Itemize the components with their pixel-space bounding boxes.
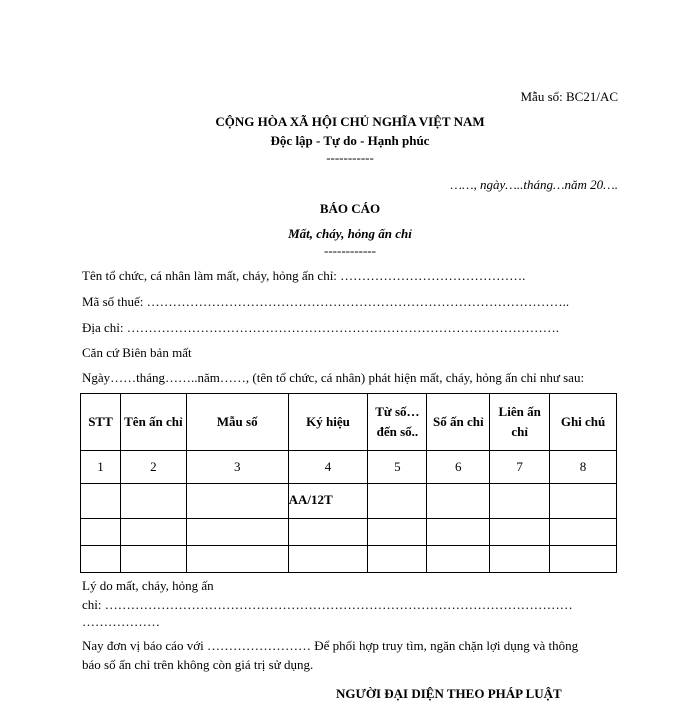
table-row (81, 484, 617, 519)
reason-label: Lý do mất, cháy, hỏng ấn (82, 578, 214, 593)
column-number: 3 (186, 451, 288, 484)
table-header-row (81, 394, 617, 451)
table-cell (186, 546, 288, 573)
legal-representative-label: NGƯỜI ĐẠI DIỆN THEO PHÁP LUẬT (336, 686, 562, 701)
header-stt: STT (81, 394, 121, 451)
report-subtitle: Mất, cháy, hỏng ấn chỉ (288, 226, 412, 241)
table-cell (427, 484, 490, 519)
header-count: Số ấn chỉ (427, 394, 490, 451)
table-cell (81, 484, 121, 519)
reason-line-continued: ……………… (82, 614, 160, 629)
column-number: 5 (368, 451, 427, 484)
table-row (81, 546, 617, 573)
table-cell (81, 519, 121, 546)
lost-invoice-table (80, 393, 617, 573)
header-note: Ghi chú (550, 394, 617, 451)
report-title: BÁO CÁO (319, 201, 381, 216)
header-symbol: Ký hiệu (288, 394, 368, 451)
date-place-line: ……, ngày…..tháng…năm 20…. (450, 177, 618, 192)
column-number: 8 (550, 451, 617, 484)
header-from-to (368, 394, 427, 451)
title-divider: ------------ (324, 243, 376, 258)
table-cell (186, 519, 288, 546)
table-row (81, 519, 617, 546)
column-number: 4 (288, 451, 368, 484)
header-form: Mẫu số (186, 394, 288, 451)
table-cell (490, 519, 550, 546)
table-cell (368, 484, 427, 519)
table-cell (427, 546, 490, 573)
table-cell (550, 519, 617, 546)
reason-line: chỉ: ……………………………………………………………………………………………… (82, 597, 573, 612)
header-copy (490, 394, 550, 451)
table-cell (120, 484, 186, 519)
table-cell (550, 546, 617, 573)
table-cell (288, 546, 368, 573)
header-copy-line2: chỉ (511, 424, 528, 439)
address-field: Địa chỉ: ………………………………………………………………………………………. (82, 320, 560, 335)
national-motto: Độc lập - Tự do - Hạnh phúc (270, 133, 430, 148)
table-cell (490, 546, 550, 573)
column-number: 7 (490, 451, 550, 484)
org-name-field: Tên tổ chức, cá nhân làm mất, cháy, hỏng ấn chỉ: ……………………………………. (82, 268, 526, 283)
table-cell (490, 484, 550, 519)
table-cell (288, 519, 368, 546)
column-number: 2 (120, 451, 186, 484)
table-cell (368, 546, 427, 573)
header-name: Tên ấn chỉ (120, 394, 186, 451)
table-cell (368, 519, 427, 546)
header-divider: ----------- (326, 150, 374, 165)
notice-text: Nay đơn vị báo cáo với …………………… Để phối hợp truy tìm, ngăn chặn lợi dụng và thông (82, 638, 579, 653)
national-title: CỘNG HÒA XÃ HỘI CHỦ NGHĨA VIỆT NAM (215, 114, 485, 129)
tax-code-field: Mã số thuế: …………………………………………………………………………………….. (82, 294, 570, 309)
discovery-date-field: Ngày……tháng……..năm……, (tên tổ chức, cá nhân) phát hiện mất, cháy, hỏng ấn chỉ như sau: (82, 370, 585, 385)
header-to: đến số.. (376, 424, 419, 439)
table-cell (186, 484, 288, 519)
basis-field: Căn cứ Biên bản mất (82, 345, 192, 360)
table-cell (81, 546, 121, 573)
column-number: 1 (81, 451, 121, 484)
column-number: 6 (427, 451, 490, 484)
symbol-cell: AA/12T (288, 484, 368, 519)
notice-text-continued: báo số ấn chỉ trên không còn giá trị sử dụng. (82, 657, 314, 672)
table-cell (120, 519, 186, 546)
header-copy-line1: Liên ấn (498, 404, 541, 419)
table-cell (427, 519, 490, 546)
table-cell (120, 546, 186, 573)
header-from: Từ số… (375, 404, 420, 419)
form-number: Mẫu số: BC21/AC (520, 89, 618, 104)
column-number-row (81, 451, 617, 484)
table-cell (550, 484, 617, 519)
